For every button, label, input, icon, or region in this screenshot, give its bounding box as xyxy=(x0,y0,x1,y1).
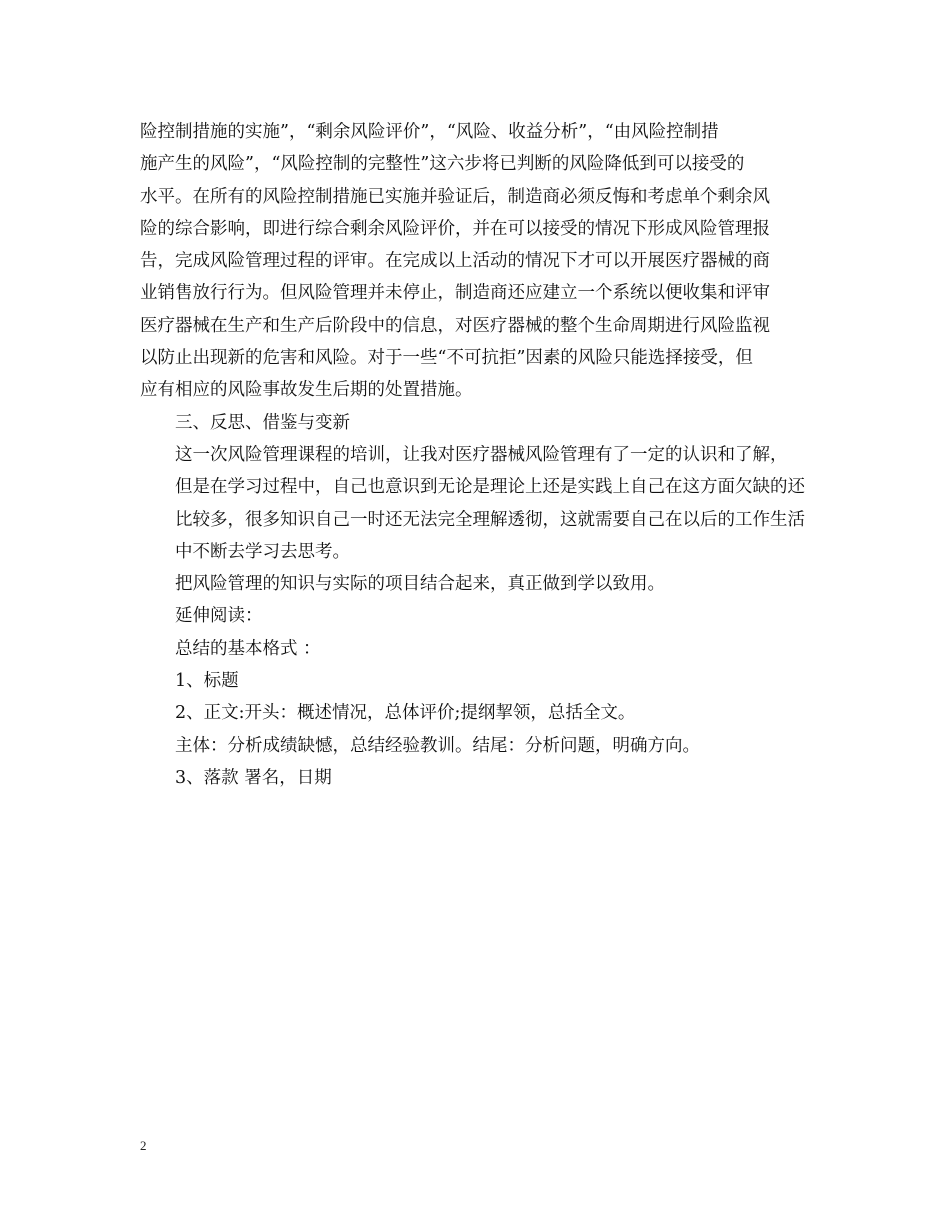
text-line: 但是在学习过程中，自己也意识到无论是理论上还是实践上自己在这方面欠缺的还 xyxy=(175,477,805,498)
text-line: 险控制措施的实施”，“剩余风险评价”，“风险、收益分析”，“由风险控制措 xyxy=(140,122,719,142)
text-line: 险的综合影响，即进行综合剩余风险评价，并在可以接受的情况下形成风险管理报 xyxy=(140,218,770,239)
text-line: 把风险管理的知识与实际的项目结合起来，真正做到学以致用。 xyxy=(175,574,665,595)
text-line: 告，完成风险管理过程的评审。在完成以上活动的情况下才可以开展医疗器械的商 xyxy=(140,251,770,272)
text-line: 以防止出现新的危害和风险。对于一些“不可抗拒”因素的风险只能选择接受，但 xyxy=(140,348,753,369)
paragraph-extended-reading xyxy=(140,600,830,632)
text-line: 中不断去学习去思考。 xyxy=(175,541,350,562)
paragraph-format-body xyxy=(140,697,830,729)
paragraph-summary-format xyxy=(140,633,830,665)
text-line: 1、标题 xyxy=(175,671,239,692)
text-line: 延伸阅读： xyxy=(175,606,263,627)
text-line: 业销售放行行为。但风险管理并未停止，制造商还应建立一个系统以便收集和评审 xyxy=(140,283,770,304)
text-line: 应有相应的风险事故发生后期的处置措施。 xyxy=(140,380,473,401)
text-line: 比较多，很多知识自己一时还无法完全理解透彻，这就需要自己在以后的工作生活 xyxy=(175,509,805,530)
paragraph-section-three-heading xyxy=(140,407,830,439)
text-line: 施产生的风险”，“风险控制的完整性”这六步将已判断的风险降低到可以接受的 xyxy=(140,154,745,175)
text-line: 主体：分析成绩缺憾，总结经验教训。结尾：分析问题，明确方向。 xyxy=(175,735,700,756)
paragraph-apply-knowledge xyxy=(140,568,830,600)
text-line: 三、反思、借鉴与变新 xyxy=(175,412,350,433)
document-body xyxy=(140,116,830,794)
text-line: 这一次风险管理课程的培训，让我对医疗器械风险管理有了一定的认识和了解， xyxy=(175,444,788,465)
paragraph-training-reflection xyxy=(140,439,830,568)
paragraph-format-title xyxy=(140,665,830,697)
paragraph-format-main xyxy=(140,730,830,762)
paragraph-format-signature xyxy=(140,762,830,794)
text-line: 医疗器械在生产和生产后阶段中的信息，对医疗器械的整个生命周期进行风险监视 xyxy=(140,315,770,336)
text-line: 总结的基本格式 ： xyxy=(175,638,321,659)
text-line: 2、正文:开头：概述情况，总体评价;提纲挈领，总括全文。 xyxy=(175,703,636,724)
text-line: 水平。在所有的风险控制措施已实施并验证后，制造商必须反悔和考虑单个剩余风 xyxy=(140,186,770,207)
page-number: 2 xyxy=(140,1138,147,1153)
text-line: 3、落款 署名，日期 xyxy=(175,767,332,788)
paragraph-risk-control-continuation xyxy=(140,116,830,407)
